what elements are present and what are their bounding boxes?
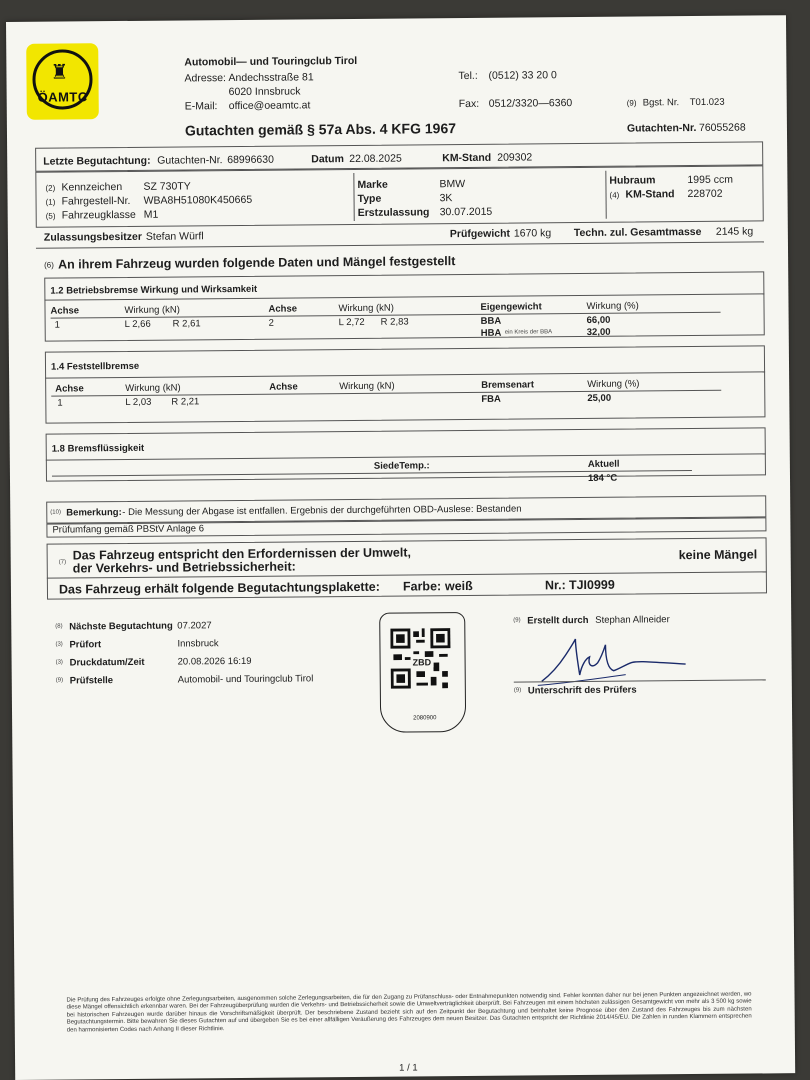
sb-col-own-weight: Eigengewicht bbox=[480, 301, 542, 313]
remarks-code: (10) bbox=[50, 509, 61, 516]
station-code: (9) bbox=[55, 677, 64, 684]
inspection-document bbox=[6, 15, 795, 1080]
print-date-label: Druckdatum/Zeit bbox=[69, 656, 145, 669]
sb-col-effect-pct: Wirkung (%) bbox=[586, 300, 639, 312]
remarks-text: - Die Messung der Abgase ist entfallen. Ergebnis der durchgeführten OBD-Auslese: Bestanden bbox=[122, 503, 522, 519]
created-by-label: Erstellt durch bbox=[527, 614, 589, 627]
result-code: (7) bbox=[58, 559, 67, 566]
test-weight-label: Prüfgewicht bbox=[449, 227, 511, 241]
bf-current-label: Aktuell bbox=[587, 458, 620, 470]
plate-label: Kennzeichen bbox=[61, 180, 123, 194]
email-label: E-Mail: bbox=[184, 100, 218, 113]
pb-axle1-left: L 2,03 bbox=[125, 396, 152, 408]
sticker-color-value: weiß bbox=[444, 578, 473, 594]
qr-sticker bbox=[379, 612, 466, 733]
result-line1: Das Fahrzeug entspricht den Erfordernissen der Umwelt, bbox=[72, 545, 411, 563]
document-title: Gutachten gemäß § 57a Abs. 4 KFG 1967 bbox=[184, 120, 457, 139]
signature-label: Unterschrift des Prüfers bbox=[527, 684, 637, 697]
pb-axle1-right: R 2,21 bbox=[171, 396, 200, 408]
make-label: Marke bbox=[357, 178, 388, 191]
class-code: (5) bbox=[45, 211, 56, 221]
test-weight-value: 1670 kg bbox=[513, 227, 552, 240]
gross-weight-label: Techn. zul. Gesamtmasse bbox=[573, 225, 702, 240]
sb-axle1-left: L 2,66 bbox=[124, 318, 151, 330]
fax-label: Fax: bbox=[458, 97, 480, 111]
sticker-text: Das Fahrzeug erhält folgende Begutachtungsplakette: bbox=[58, 579, 380, 597]
last-inspection-label: Letzte Begutachtung: bbox=[43, 154, 151, 168]
km-code: (4) bbox=[609, 190, 620, 200]
brake-fluid-title: 1.8 Bremsflüssigkeit bbox=[51, 442, 145, 455]
pb-col-effect: Wirkung (kN) bbox=[125, 382, 181, 394]
last-km-label: KM-Stand bbox=[442, 151, 492, 165]
sticker-color-label: Farbe: bbox=[402, 579, 442, 594]
vin-label: Fahrgestell-Nr. bbox=[61, 194, 131, 208]
last-date-value: 22.08.2025 bbox=[349, 152, 402, 166]
qr-label: ZBD bbox=[412, 657, 432, 668]
plate-value: SZ 730TY bbox=[143, 180, 191, 193]
type-value: 3K bbox=[439, 192, 453, 205]
signature-code: (9) bbox=[513, 687, 522, 694]
sb-col-axle2: Achse bbox=[268, 303, 298, 315]
bf-boil-label: SiedeTemp.: bbox=[373, 460, 430, 472]
bgst-label: Bgst. Nr. bbox=[642, 97, 680, 109]
pb-fba-label: FBA bbox=[481, 393, 501, 405]
place-code: (3) bbox=[55, 641, 63, 648]
next-inspection-label: Nächste Begutachtung bbox=[69, 620, 173, 633]
vin-value: WBA8H51080K450665 bbox=[143, 193, 253, 207]
eagle-icon: ♜ bbox=[50, 61, 69, 84]
service-brake-title: 1.2 Betriebsbremse Wirkung und Wirksamkeit bbox=[50, 283, 258, 297]
fax-value: 0512/3320—6360 bbox=[488, 97, 573, 110]
sb-bba-value: 66,00 bbox=[586, 314, 611, 326]
km-label: KM-Stand bbox=[625, 188, 675, 201]
result-verdict: keine Mängel bbox=[678, 547, 758, 563]
sb-axle1: 1 bbox=[54, 319, 60, 331]
pb-col-axle2: Achse bbox=[269, 381, 298, 393]
inspection-scope: Prüfumfang gemäß PBStV Anlage 6 bbox=[52, 523, 205, 536]
report-number-value: 76055268 bbox=[698, 121, 746, 134]
pb-axle1: 1 bbox=[57, 397, 63, 409]
sticker-nr-value: TJI0999 bbox=[568, 577, 615, 593]
pb-fba-value: 25,00 bbox=[587, 392, 612, 404]
gross-weight-value: 2145 kg bbox=[715, 225, 754, 238]
created-by-value: Stephan Allneider bbox=[595, 614, 670, 626]
next-code: (8) bbox=[55, 623, 63, 630]
sb-hba-value: 32,00 bbox=[586, 326, 611, 338]
sb-col-effect2: Wirkung (kN) bbox=[338, 302, 394, 315]
vin-code: (1) bbox=[45, 197, 56, 207]
sb-axle2: 2 bbox=[268, 317, 274, 329]
print-code: (3) bbox=[55, 659, 63, 666]
address-line2: 6020 Innsbruck bbox=[228, 85, 301, 99]
station-label: Prüfstelle bbox=[69, 675, 114, 687]
class-value: M1 bbox=[143, 208, 159, 221]
place-label: Prüfort bbox=[69, 639, 102, 651]
bgst-value: T01.023 bbox=[689, 96, 725, 109]
plate-code: (2) bbox=[45, 183, 56, 193]
station-value: Automobil- und Touringclub Tirol bbox=[177, 673, 314, 686]
created-code: (9) bbox=[513, 617, 521, 624]
sb-axle2-right: R 2,83 bbox=[380, 316, 409, 328]
pb-col-effect-pct: Wirkung (%) bbox=[587, 378, 640, 390]
owner-label: Zulassungsbesitzer bbox=[43, 230, 142, 244]
sb-col-effect: Wirkung (kN) bbox=[124, 304, 180, 316]
sb-hba-label: HBA bbox=[480, 327, 502, 339]
sticker-nr-label: Nr.: bbox=[544, 578, 566, 593]
last-date-label: Datum bbox=[311, 153, 344, 166]
print-date-value: 20.08.2026 16:19 bbox=[177, 655, 252, 668]
org-name: Automobil— und Touringclub Tirol bbox=[184, 54, 358, 69]
report-number-label: Gutachten-Nr. bbox=[626, 121, 697, 135]
sb-hba-note: ein Kreis der BBA bbox=[504, 329, 553, 336]
pb-col-axle: Achse bbox=[55, 383, 84, 395]
qr-number: 2080900 bbox=[413, 715, 437, 722]
bf-current-value: 184 °C bbox=[587, 472, 618, 484]
tel-value: (0512) 33 20 0 bbox=[488, 69, 557, 82]
last-report-nr-label: Gutachten-Nr. bbox=[157, 154, 223, 167]
parking-brake-title: 1.4 Feststellbremse bbox=[50, 360, 140, 373]
result-line2: der Verkehrs- und Betriebssicherheit: bbox=[72, 559, 296, 576]
last-report-nr-value: 68996630 bbox=[227, 153, 274, 167]
sb-col-axle: Achse bbox=[50, 305, 80, 317]
owner-value: Stefan Würfl bbox=[145, 230, 204, 243]
findings-heading: An ihrem Fahrzeug wurden folgende Daten und Mängel festgestellt bbox=[58, 254, 456, 272]
class-label: Fahrzeugklasse bbox=[61, 208, 136, 222]
displacement-label: Hubraum bbox=[609, 174, 656, 187]
page-number: 1 / 1 bbox=[399, 1062, 418, 1074]
tel-label: Tel.: bbox=[458, 69, 478, 83]
remarks-label: Bemerkung: bbox=[66, 507, 122, 519]
place-value: Innsbruck bbox=[177, 638, 219, 650]
oeamtc-logo bbox=[26, 43, 99, 120]
logo-text: ÖAMTC bbox=[37, 89, 88, 105]
last-km-value: 209302 bbox=[497, 151, 533, 164]
sb-axle2-left: L 2,72 bbox=[338, 316, 365, 329]
bgst-code: (9) bbox=[626, 98, 637, 108]
next-inspection-value: 07.2027 bbox=[177, 620, 212, 632]
first-registration-label: Erstzulassung bbox=[357, 206, 430, 219]
sb-bba-label: BBA bbox=[480, 315, 502, 327]
address-label: Adresse: bbox=[184, 72, 226, 85]
findings-code: (6) bbox=[44, 260, 54, 270]
pb-col-type: Bremsenart bbox=[481, 379, 535, 391]
address-line1: Andechsstraße 81 bbox=[228, 71, 314, 85]
displacement-value: 1995 ccm bbox=[687, 173, 733, 187]
sb-axle1-right: R 2,61 bbox=[172, 318, 201, 330]
first-registration-value: 30.07.2015 bbox=[439, 205, 493, 219]
km-value: 228702 bbox=[687, 187, 723, 201]
pb-col-effect2: Wirkung (kN) bbox=[339, 380, 395, 393]
legal-fine-print: Die Prüfung des Fahrzeuges erfolgte ohne Zerlegungsarbeiten, ausgenommen solche Zerlegungsarbeiten, die für den Zugang zu Prüfanschluss- oder Entnahmepunkten notwendig sind. Fehler konnten daher nur bei jenen Punkten angezeichnet werden, wo diese Mängel offensichtlich erkennbar waren. Bei der Fahrzeugüberprüfung wurden die Verkehrs- und Betriebssicherheit sowie die Umweltverträglichkeit überprüft. Bei Fahrzeugen mit einem höchsten zulässigen Gesamtgewicht von mehr als 3 500 kg sowie bei historischen Fahrzeugen wurde darüber hinaus die Vorschriftsmäßigkeit überprüft. Der beschriebene Zustand bezieht sich auf den Zeitpunkt der Begutachtung und beinhaltet keine Prognose über den Zustand des Fahrzeuges bis zum nächsten Begutachtungstermin. Bitte bewahren Sie dieses Gutachten auf und übergeben Sie es bei einer allfälligen Veräußerung des Fahrzeuges dem neuen Besitzer. Das Gutachten entspricht der Richtlinie 2014/45/EU. Die Zahlen in runden Klammern entsprechen den harmonisierten Codes nach Anhang II dieser Richtlinie. bbox=[66, 991, 752, 1034]
type-label: Type bbox=[357, 192, 382, 205]
email-value: office@oeamtc.at bbox=[228, 99, 311, 113]
make-value: BMW bbox=[439, 178, 466, 191]
